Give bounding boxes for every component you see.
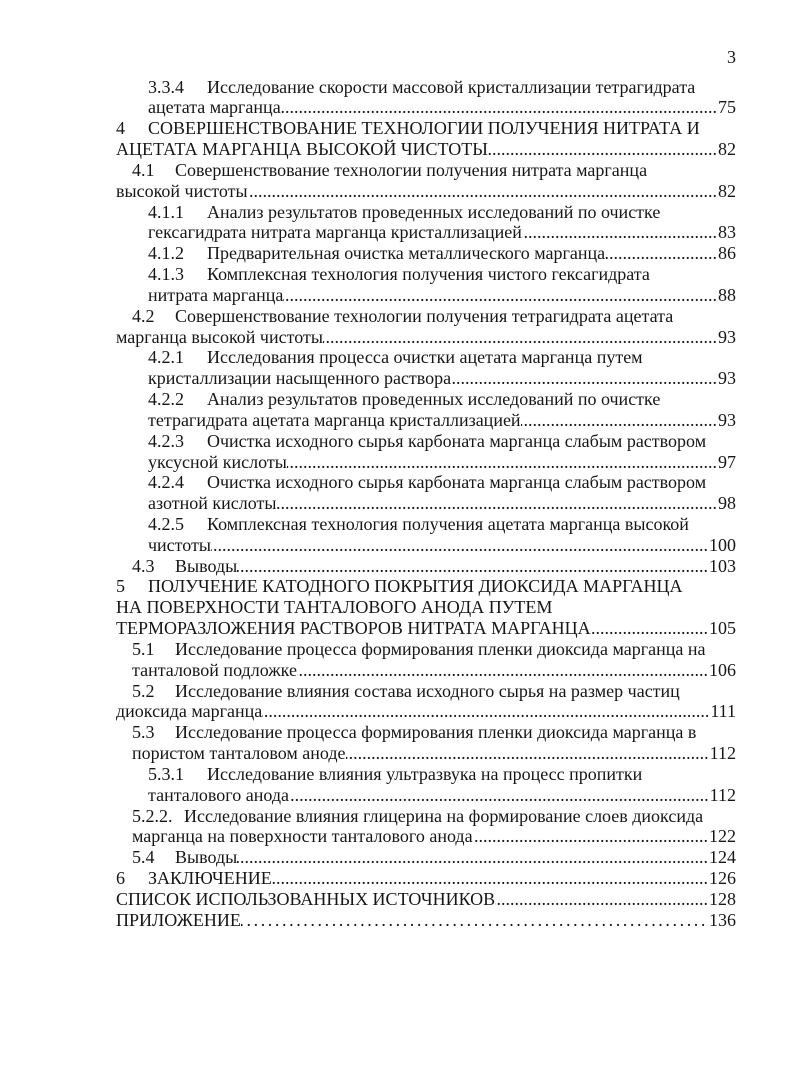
toc-line xyxy=(0,493,736,514)
toc-line xyxy=(0,514,736,535)
toc-entry-title: пористом танталовом аноде xyxy=(132,743,346,764)
toc-entry-number: 4.2 xyxy=(132,305,155,326)
toc-line xyxy=(0,660,736,681)
leader-dots xyxy=(323,327,717,348)
toc-entry-title: азотной кислоты xyxy=(148,493,277,514)
toc-line xyxy=(0,452,736,473)
toc-line xyxy=(0,327,736,348)
toc-page-number: 75 xyxy=(718,97,736,118)
leader-dots xyxy=(287,452,717,473)
toc-entry-number: 6 xyxy=(116,868,125,889)
toc-entry-5-3-1 xyxy=(0,764,736,806)
toc-page-number: 93 xyxy=(718,409,736,430)
leader-dots xyxy=(248,181,717,202)
toc-page-number: 83 xyxy=(718,222,736,243)
toc-line xyxy=(0,410,736,431)
toc-line xyxy=(0,681,736,702)
toc-entry-number: 4.2.3 xyxy=(148,430,184,451)
toc-line xyxy=(0,243,736,264)
toc-entry-title: Анализ результатов проведенных исследований по очистке xyxy=(207,201,661,222)
toc-entry-number: 4.2.2 xyxy=(148,389,184,410)
leader-dots xyxy=(346,743,709,764)
toc-entry-title: ацетата марганца xyxy=(148,97,281,118)
toc-entry-4-3 xyxy=(0,556,736,577)
toc-entry-5-4 xyxy=(0,847,736,868)
toc-entry-title: диоксида марганца xyxy=(116,701,263,722)
toc-entry-title: Совершенствование технологии получения тетрагидрата ацетата xyxy=(175,305,674,326)
toc-entry-number: 4.2.1 xyxy=(148,347,184,368)
toc-line xyxy=(0,181,736,202)
toc-entry-title: ЗАКЛЮЧЕНИЕ xyxy=(148,868,272,889)
toc-entry-title: высокой чистоты xyxy=(116,180,248,201)
toc-entry-title: марганца на поверхности танталового анода xyxy=(132,826,473,847)
toc-line xyxy=(0,306,736,327)
toc-entry-number: 5.3.1 xyxy=(148,763,184,784)
toc-entry-title: Исследование процесса формирования пленки диоксида марганца в xyxy=(175,722,697,743)
toc-entry-title: ТЕРМОРАЗЛОЖЕНИЯ РАСТВОРОВ НИТРАТА МАРГАНЦА xyxy=(116,618,591,639)
toc-page-number: 106 xyxy=(709,659,736,680)
toc-page-number: 82 xyxy=(718,139,736,160)
toc-entry-6 xyxy=(0,868,736,889)
toc-entry-number: 5 xyxy=(116,576,125,597)
toc-page-number: 112 xyxy=(709,743,736,764)
leader-dots xyxy=(241,910,708,931)
toc-line xyxy=(0,806,736,827)
toc-entry-title: нитрата марганца xyxy=(148,284,284,305)
toc-line xyxy=(0,368,736,389)
toc-entry-5-2 xyxy=(0,681,736,723)
toc-entry-number: 5.2.2. xyxy=(132,805,173,826)
toc-page-number: 93 xyxy=(718,326,736,347)
toc-line xyxy=(0,764,736,785)
toc-line xyxy=(0,889,736,910)
toc-entry-number: 4.1.2 xyxy=(148,243,184,264)
toc-line xyxy=(0,826,736,847)
toc-entry-4-2-5 xyxy=(0,514,736,556)
toc-entry-title: Исследование влияния глицерина на формирование слоев диоксида xyxy=(184,805,704,826)
toc-entry-number: 4.3 xyxy=(132,555,155,576)
leader-dots xyxy=(495,889,708,910)
toc-entry-references xyxy=(0,889,736,910)
toc-page-number: 82 xyxy=(718,180,736,201)
leader-dots xyxy=(521,410,717,431)
toc-entry-title: танталовой подложке xyxy=(132,659,297,680)
leader-dots xyxy=(591,618,708,639)
toc-entry-4-2 xyxy=(0,306,736,348)
toc-page-number: 86 xyxy=(718,243,736,264)
toc-entry-title: Очистка исходного сырья карбоната марганца слабым раствором xyxy=(207,472,707,493)
toc-line xyxy=(0,389,736,410)
toc-line xyxy=(0,785,736,806)
leader-dots xyxy=(522,222,717,243)
toc-line xyxy=(0,910,736,931)
leader-dots xyxy=(488,139,717,160)
toc-line xyxy=(0,576,736,597)
toc-line xyxy=(0,222,736,243)
toc-entry-title: Выводы xyxy=(175,555,238,576)
toc-entry-number: 4.1 xyxy=(132,159,155,180)
toc-entry-4-2-3 xyxy=(0,431,736,473)
toc-entry-title: Исследование влияния ультразвука на процесс пропитки xyxy=(207,763,643,784)
toc-page-number: 100 xyxy=(709,534,736,555)
toc-entry-title: Комплексная технология получения ацетата марганца высокой xyxy=(207,513,689,534)
toc-page-number: 98 xyxy=(718,493,736,514)
toc-line xyxy=(0,868,736,889)
toc-entry-number: 5.3 xyxy=(132,722,155,743)
toc-entry-title: Комплексная технология получения чистого гексагидрата xyxy=(207,264,650,285)
toc-entry-title: Анализ результатов проведенных исследований по очистке xyxy=(207,389,661,410)
toc-entry-number: 4 xyxy=(116,118,125,139)
leader-dots xyxy=(473,826,708,847)
toc-entry-title: Исследования процесса очистки ацетата марганца путем xyxy=(207,347,643,368)
toc-line xyxy=(0,472,736,493)
toc-page-number: 128 xyxy=(709,888,736,909)
leader-dots xyxy=(297,660,708,681)
toc-entry-title: кристаллизации насыщенного раствора xyxy=(148,368,452,389)
toc-entry-title: Выводы xyxy=(175,847,238,868)
toc-line xyxy=(0,118,736,139)
leader-dots xyxy=(272,868,708,889)
leader-dots xyxy=(451,368,717,389)
toc-entry-4-1 xyxy=(0,160,736,202)
toc-entry-5-1 xyxy=(0,639,736,681)
toc-line xyxy=(0,556,736,577)
leader-dots xyxy=(262,701,709,722)
toc-entry-title: Очистка исходного сырья карбоната марганца слабым раствором xyxy=(207,430,707,451)
toc-entry-4-2-2 xyxy=(0,389,736,431)
toc-page-number: 105 xyxy=(709,618,736,639)
toc-entry-5-3 xyxy=(0,722,736,764)
toc-entry-number: 4.1.1 xyxy=(148,201,184,222)
toc-line xyxy=(0,347,736,368)
toc-entry-number: 4.2.4 xyxy=(148,472,184,493)
toc-entry-title: СОВЕРШЕНСТВОВАНИЕ ТЕХНОЛОГИИ ПОЛУЧЕНИЯ НИТРАТА И xyxy=(148,118,700,139)
toc-page-number: 112 xyxy=(709,784,736,805)
toc-entry-title: НА ПОВЕРХНОСТИ ТАНТАЛОВОГО АНОДА ПУТЕМ xyxy=(116,597,553,618)
toc-entry-title: танталового анода xyxy=(148,784,289,805)
toc-entry-title: уксусной кислоты xyxy=(148,451,287,472)
toc-entry-number: 5.1 xyxy=(132,638,155,659)
toc-entry-title: марганца высокой чистоты xyxy=(116,326,323,347)
toc-entry-appendix xyxy=(0,910,736,931)
toc-page-number: 97 xyxy=(718,451,736,472)
toc-entry-title: Исследование влияния состава исходного сырья на размер частиц xyxy=(175,680,680,701)
leader-dots xyxy=(276,493,717,514)
toc-line xyxy=(0,597,736,618)
toc-line xyxy=(0,743,736,764)
toc-line xyxy=(0,202,736,223)
toc-line xyxy=(0,77,736,98)
toc-page-number: 103 xyxy=(709,555,736,576)
toc-entry-number: 5.4 xyxy=(132,847,155,868)
toc-line xyxy=(0,847,736,868)
toc-entry-title: Исследование процесса формирования пленки диоксида марганца на xyxy=(175,638,706,659)
toc-entry-title: тетрагидрата ацетата марганца кристаллизацией xyxy=(148,409,521,430)
leader-dots xyxy=(605,243,717,264)
toc-page-number: 124 xyxy=(709,847,736,868)
toc-entry-4-1-1 xyxy=(0,202,736,244)
toc-line xyxy=(0,722,736,743)
toc-line xyxy=(0,285,736,306)
toc-entry-title: СПИСОК ИСПОЛЬЗОВАННЫХ ИСТОЧНИКОВ xyxy=(116,888,496,909)
toc-entry-number: 5.2 xyxy=(132,680,155,701)
leader-dots xyxy=(237,556,708,577)
toc-entry-title: Предварительная очистка металлического марганца xyxy=(207,243,606,264)
toc-entry-title: АЦЕТАТА МАРГАНЦА ВЫСОКОЙ ЧИСТОТЫ xyxy=(116,139,488,160)
toc-entry-title: гексагидрата нитрата марганца кристаллизацией xyxy=(148,222,522,243)
leader-dots xyxy=(211,535,708,556)
toc-entry-number: 4.1.3 xyxy=(148,264,184,285)
toc-entry-title: Совершенствование технологии получения нитрата марганца xyxy=(175,159,648,180)
toc-line xyxy=(0,618,736,639)
toc-entry-number: 3.3.4 xyxy=(148,76,184,97)
toc-entry-4-2-4 xyxy=(0,472,736,514)
toc-entry-3-3-4 xyxy=(0,77,736,119)
toc-line xyxy=(0,431,736,452)
toc-entry-5-2-2 xyxy=(0,806,736,848)
toc-page-number: 136 xyxy=(709,909,736,930)
toc-entry-title: Исследование скорости массовой кристаллизации тетрагидрата xyxy=(207,76,696,97)
toc-page-number: 122 xyxy=(709,826,736,847)
leader-dots xyxy=(237,847,708,868)
toc-entry-4-2-1 xyxy=(0,347,736,389)
toc-line xyxy=(0,97,736,118)
toc-line xyxy=(0,264,736,285)
toc-line xyxy=(0,639,736,660)
toc-line xyxy=(0,701,736,722)
toc-entry-4-1-3 xyxy=(0,264,736,306)
toc-entry-title: чистоты xyxy=(148,534,212,555)
toc-line xyxy=(0,139,736,160)
leader-dots xyxy=(281,97,717,118)
toc-page-number: 93 xyxy=(718,368,736,389)
leader-dots xyxy=(289,785,709,806)
toc-entry-4 xyxy=(0,118,736,160)
toc-line xyxy=(0,160,736,181)
toc-entry-5 xyxy=(0,576,736,638)
page-number: 3 xyxy=(727,47,736,67)
toc-entry-number: 4.2.5 xyxy=(148,513,184,534)
toc-page-number: 111 xyxy=(710,701,736,722)
toc-line xyxy=(0,535,736,556)
toc-entry-4-1-2 xyxy=(0,243,736,264)
leader-dots xyxy=(283,285,717,306)
toc-page-number: 88 xyxy=(718,284,736,305)
toc-page-number: 126 xyxy=(709,868,736,889)
toc-entry-title: ПОЛУЧЕНИЕ КАТОДНОГО ПОКРЫТИЯ ДИОКСИДА МАРГАНЦА xyxy=(148,576,683,597)
table-of-contents xyxy=(0,77,736,931)
toc-entry-title: ПРИЛОЖЕНИЕ xyxy=(116,909,241,930)
